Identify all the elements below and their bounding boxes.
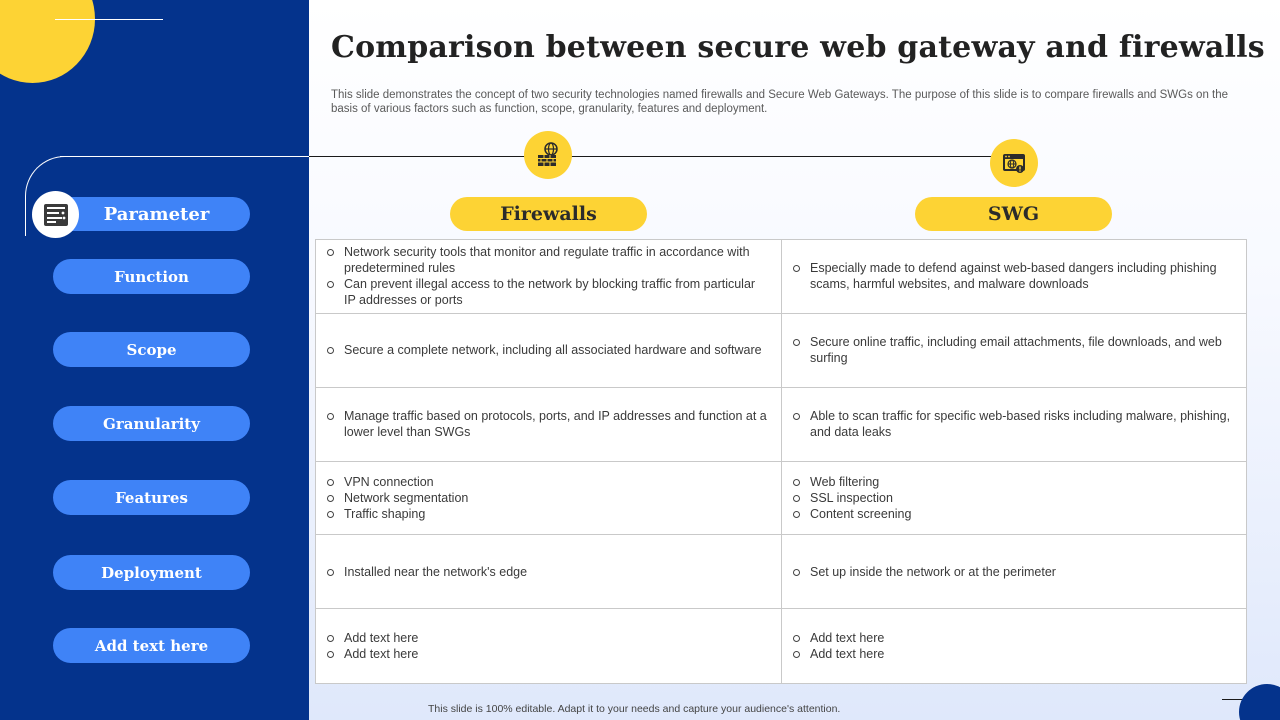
bullet-list <box>792 260 1233 292</box>
table-cell-swg <box>782 535 1247 609</box>
bullet-list <box>326 408 767 440</box>
column-header-swg <box>915 197 1112 231</box>
list-item: Secure a complete network, including all associated hardware and software <box>326 342 767 358</box>
list-item: Able to scan traffic for specific web-based risks including malware, phishing, and data leaks <box>792 408 1233 440</box>
row-label-scope: Scope <box>53 332 250 367</box>
bullet-list <box>326 342 767 358</box>
list-item: Secure online traffic, including email attachments, file downloads, and web surfing <box>792 334 1233 366</box>
page-subtitle: This slide demonstrates the concept of two security technologies named firewalls and Secure Web Gateways. The purpose of this slide is to compare firewalls and SWGs on the basis of various factors such as function, scope, granularity, features and deployment. <box>331 89 1229 115</box>
column-label-swg: SWG <box>987 203 1040 225</box>
server-rack-icon <box>32 191 79 238</box>
decorative-yellow-circle <box>0 0 95 83</box>
table-cell-firewalls <box>316 609 782 683</box>
list-item: Add text here <box>326 630 767 646</box>
list-item: Add text here <box>792 630 1233 646</box>
parameter-label: Parameter <box>103 203 210 225</box>
list-item: Add text here <box>326 646 767 662</box>
row-label-features: Features <box>53 480 250 515</box>
row-label-granularity: Granularity <box>53 406 250 441</box>
table-cell-firewalls <box>316 462 782 536</box>
list-item: Can prevent illegal access to the network by blocking traffic from particular IP addresses or ports <box>326 276 767 308</box>
table-cell-swg <box>782 462 1247 536</box>
list-item: Network security tools that monitor and regulate traffic in accordance with predetermined rules <box>326 244 767 276</box>
bullet-list <box>326 474 767 522</box>
list-item: Network segmentation <box>326 490 767 506</box>
row-label-add-text-here: Add text here <box>53 628 250 663</box>
table-cell-swg <box>782 388 1247 462</box>
bullet-list <box>792 474 1233 522</box>
list-item: Set up inside the network or at the perimeter <box>792 564 1233 580</box>
connector-line <box>60 156 309 157</box>
bullet-list <box>792 564 1233 580</box>
column-label-firewalls: Firewalls <box>500 203 597 225</box>
firewall-globe-icon <box>524 131 572 179</box>
bullet-list <box>792 408 1233 440</box>
table-cell-firewalls <box>316 388 782 462</box>
list-item: Installed near the network's edge <box>326 564 767 580</box>
table-cell-swg <box>782 314 1247 388</box>
footer-note: This slide is 100% editable. Adapt it to your needs and capture your audience's attention. <box>428 703 841 715</box>
table-cell-firewalls <box>316 314 782 388</box>
table-cell-swg <box>782 240 1247 314</box>
list-item: Manage traffic based on protocols, ports, and IP addresses and function at a lower level than SWGs <box>326 408 767 440</box>
row-label-function: Function <box>53 259 250 294</box>
list-item: VPN connection <box>326 474 767 490</box>
table-cell-firewalls <box>316 240 782 314</box>
connector-line <box>309 156 1015 157</box>
decorative-line <box>55 19 163 20</box>
list-item: Traffic shaping <box>326 506 767 522</box>
parameter-header <box>55 197 250 231</box>
row-label-deployment: Deployment <box>53 555 250 590</box>
page-title: Comparison between secure web gateway and firewalls <box>331 30 1265 65</box>
bullet-list <box>326 564 767 580</box>
bullet-list <box>326 244 767 308</box>
list-item: Content screening <box>792 506 1233 522</box>
web-gateway-icon <box>990 139 1038 187</box>
column-header-firewalls <box>450 197 647 231</box>
bullet-list <box>792 334 1233 366</box>
comparison-table <box>315 239 1247 684</box>
bullet-list <box>792 630 1233 662</box>
bullet-list <box>326 630 767 662</box>
list-item: Add text here <box>792 646 1233 662</box>
list-item: Web filtering <box>792 474 1233 490</box>
table-cell-firewalls <box>316 535 782 609</box>
list-item: SSL inspection <box>792 490 1233 506</box>
table-cell-swg <box>782 609 1247 683</box>
list-item: Especially made to defend against web-based dangers including phishing scams, harmful websites, and malware downloads <box>792 260 1233 292</box>
